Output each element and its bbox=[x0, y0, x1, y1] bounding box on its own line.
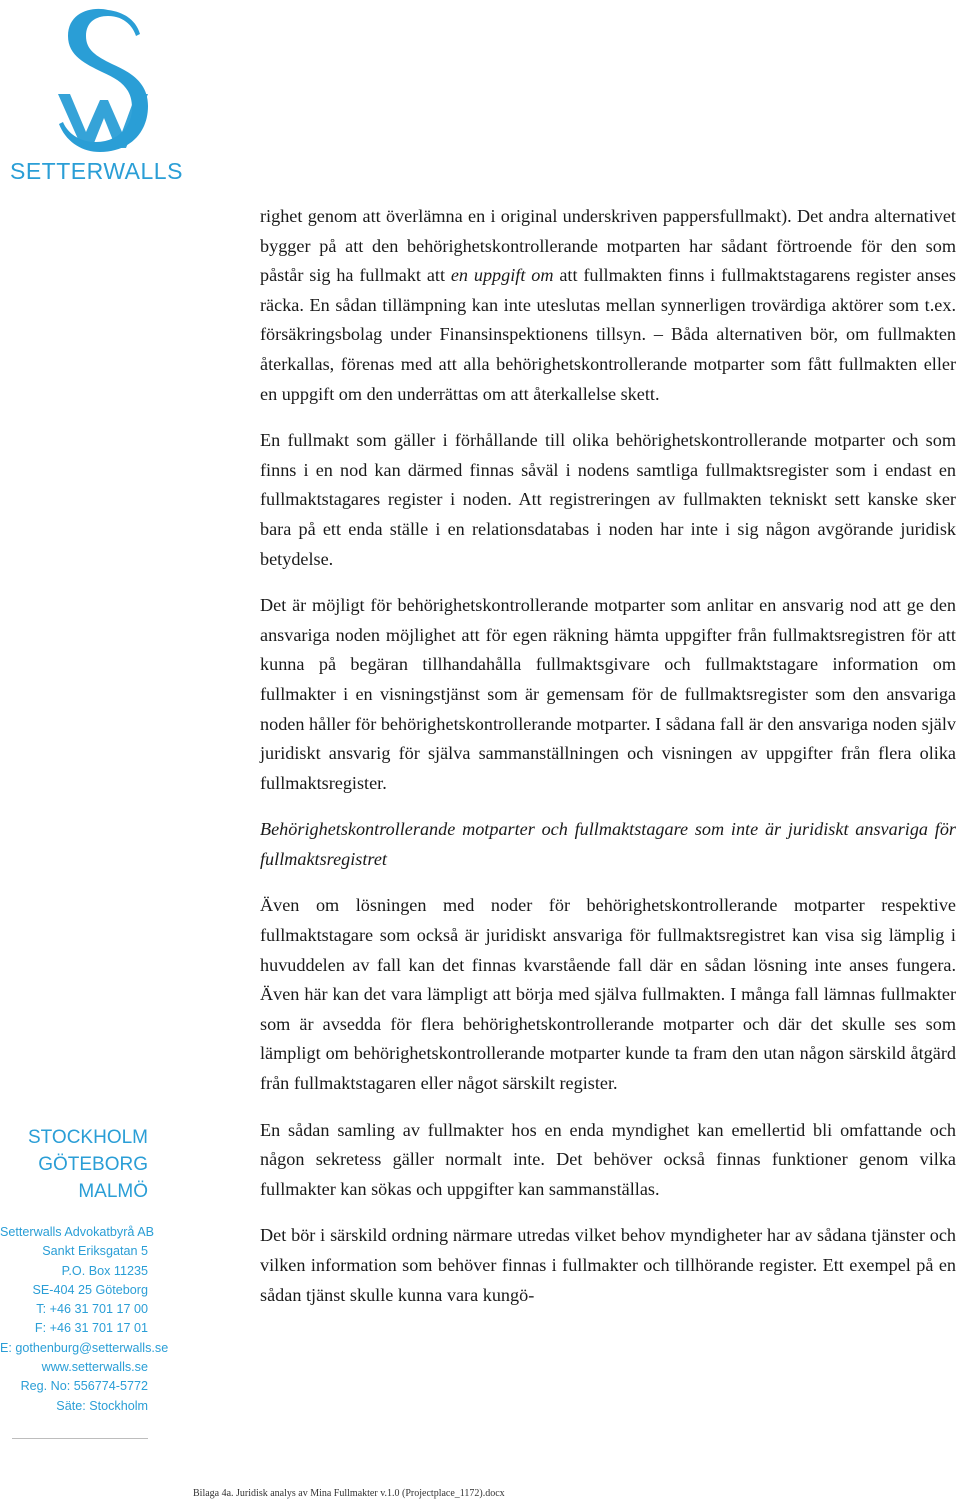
city-goteborg: GÖTEBORG bbox=[38, 1154, 148, 1175]
address-box: P.O. Box 11235 bbox=[61, 1263, 148, 1278]
address-fax: F: +46 31 701 17 01 bbox=[34, 1321, 148, 1336]
address-phone: T: +46 31 701 17 00 bbox=[36, 1302, 148, 1317]
address-seat: Säte: Stockholm bbox=[56, 1398, 148, 1413]
sidebar bbox=[0, 1124, 169, 1416]
paragraph-1-part-2: att fullmakten finns i fullmaktstagarens register anses räcka. En sådan tillämpning kan inte uteslutas mellan synnerligen trovärdiga aktörer som t.ex. försäkringsbolag under Finansinspektionens tillsyn. – Båda alternativen bör, om fullmakten återkallas, förenas med att alla behörighetskontrollerande motparter som fått fullmakten eller en uppgift om den underrättas om att återkallelse skett. bbox=[260, 265, 956, 404]
section-heading: Behörighetskontrollerande motparter och fullmaktstagare som inte är juridiskt ansvariga för fullmaktsregistret bbox=[260, 819, 956, 869]
paragraph-2: En fullmakt som gäller i förhållande till olika behörighetskontrollerande motparter och som finns i en nod kan därmed finnas såväl i nodens samtliga fullmaktsregister som i endast en fullmaktstagares register i noden. Att registreringen av fullmakten tekniskt sett kanske sker bara på ett enda ställe i en relationsdatabas i noden har inte i sig någon avgörande juridisk betydelse. bbox=[260, 430, 956, 569]
office-cities bbox=[0, 1124, 148, 1205]
city-malmo: MALMÖ bbox=[78, 1181, 148, 1202]
address-street: Sankt Eriksgatan 5 bbox=[42, 1244, 148, 1259]
paragraph-3: Det är möjligt för behörighetskontrollerande motparter som anlitar en ansvarig nod att ge den ansvariga noden möjlighet att för egen räkning hämta uppgifter från fullmaktsregistren för att kunna på begäran tillhandahålla fullmaktsgivare och fullmaktstagare information om fullmakter i en visningstjänst som är gemensam för de fullmaktsregister som den ansvariga noden håller för behörighetskontrollerande motparter. I sådana fall är den ansvariga noden själv juridiskt ansvarig för själva sammanställningen och visningen av uppgifter från flera olika fullmaktsregister. bbox=[260, 595, 956, 793]
office-address bbox=[0, 1223, 169, 1416]
logo-s-letter bbox=[59, 9, 148, 152]
paragraph-4: Även om lösningen med noder för behörighetskontrollerande motparter respektive fullmaktstagare som också är juridiskt ansvariga för fullmaktsregistret kan visa sig lämplig i huvuddelen av fall kan det finnas kvarstående fall där en sådan lösning inte anses fungera. Även här kan det vara lämpligt att börja med själva fullmakten. I många fall lämnas fullmakter som är avsedda för flera behörighetskontrollerande motparter och där det skulle ses som lämpligt om behörighetskontrollerande motparter kunde ta fram den utan någon särskild åtgärd från fullmaktstagaren eller något särskilt register. bbox=[260, 895, 956, 1094]
address-company: Setterwalls Advokatbyrå AB bbox=[0, 1225, 155, 1239]
paragraph-6: Det bör i särskild ordning närmare utredas vilket behov myndigheter har av sådana tjänster och vilken information som behöver finnas i fullmakter och tillhörande register. Ett exempel på en sådan tjänst skulle kunna vara kungö- bbox=[260, 1225, 956, 1305]
paragraph-5: En sådan samling av fullmakter hos en enda myndighet kan emellertid bli omfattande och någon sekretess gäller normalt inte. Det behöver också finnas funktioner genom vilka fullmakter kan sökas och uppgifter kan sammanställas. bbox=[260, 1119, 956, 1199]
paragraph-1 bbox=[260, 202, 956, 409]
paragraph-1-part-1: righet genom att överlämna en i original underskriven pappersfullmakt). Det andra alternativet bygger på att den behörighetskontrollerande motparten har sådant förtroende för den som påstår sig ha fullmakt att bbox=[260, 206, 956, 286]
brand-name: SETTERWALLS bbox=[10, 158, 183, 184]
sidebar-divider bbox=[12, 1438, 148, 1439]
document-body bbox=[260, 202, 956, 1327]
address-email[interactable]: E: gothenburg@setterwalls.se bbox=[0, 1340, 169, 1355]
address-website[interactable]: www.setterwalls.se bbox=[41, 1360, 148, 1375]
address-postal: SE-404 25 Göteborg bbox=[32, 1282, 148, 1297]
paragraph-1-emphasis: en uppgift om bbox=[450, 265, 554, 286]
footer-filename: Bilaga 4a. Juridisk analys av Mina Fullmakter v.1.0 (Projectplace_1172).docx bbox=[193, 1488, 505, 1499]
city-stockholm: STOCKHOLM bbox=[27, 1127, 148, 1148]
address-reg-no: Reg. No: 556774-5772 bbox=[20, 1379, 148, 1394]
